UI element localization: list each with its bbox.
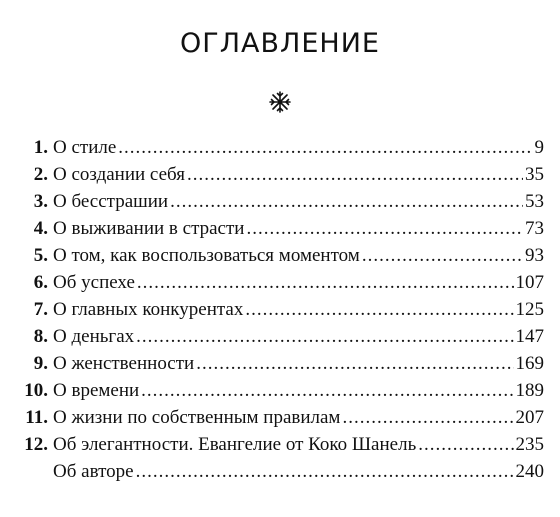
chapter-title: Об авторе bbox=[53, 461, 134, 482]
dot-leader bbox=[187, 161, 523, 188]
page-title: ОГЛАВЛЕНИЕ bbox=[180, 28, 380, 59]
toc-entry[interactable] bbox=[20, 269, 544, 296]
dot-leader bbox=[245, 296, 513, 323]
page-number: 240 bbox=[515, 461, 544, 482]
chapter-title: О жизни по собственным правилам bbox=[53, 407, 341, 428]
chapter-number: 2. bbox=[33, 164, 48, 185]
toc-entry[interactable] bbox=[20, 323, 544, 350]
page-number: 107 bbox=[515, 272, 544, 293]
chapter-number: 3. bbox=[33, 191, 48, 212]
toc-entry[interactable] bbox=[20, 161, 544, 188]
page-number: 235 bbox=[515, 434, 544, 455]
chapter-title: Об успехе bbox=[53, 272, 135, 293]
toc-entry[interactable] bbox=[20, 431, 544, 458]
page-number: 73 bbox=[525, 218, 544, 239]
chapter-title: О стиле bbox=[53, 137, 117, 158]
toc-entry[interactable] bbox=[20, 296, 544, 323]
dot-leader bbox=[362, 242, 523, 269]
chapter-number: 10. bbox=[24, 380, 48, 401]
toc-entry[interactable] bbox=[20, 242, 544, 269]
dot-leader bbox=[141, 377, 513, 404]
toc-entry[interactable] bbox=[20, 350, 544, 377]
dot-leader bbox=[418, 431, 513, 458]
toc-entry[interactable] bbox=[20, 134, 544, 161]
page-number: 169 bbox=[515, 353, 544, 374]
chapter-number: 6. bbox=[33, 272, 48, 293]
page-number: 9 bbox=[534, 137, 544, 158]
page-number: 125 bbox=[515, 299, 544, 320]
toc-entry[interactable] bbox=[20, 458, 544, 485]
toc-entry[interactable] bbox=[20, 188, 544, 215]
page-number: 207 bbox=[515, 407, 544, 428]
chapter-title: О деньгах bbox=[53, 326, 135, 347]
chapter-number: 7. bbox=[33, 299, 48, 320]
chapter-title: О выживании в страсти bbox=[53, 218, 245, 239]
chapter-number: 1. bbox=[33, 137, 48, 158]
dot-leader bbox=[136, 323, 513, 350]
chapter-number: 9. bbox=[33, 353, 48, 374]
chapter-title: О создании себя bbox=[53, 164, 185, 185]
page-number: 147 bbox=[515, 326, 544, 347]
toc-entry[interactable] bbox=[20, 377, 544, 404]
dot-leader bbox=[342, 404, 513, 431]
chapter-number: 4. bbox=[33, 218, 48, 239]
chapter-title: О бесстрашии bbox=[53, 191, 169, 212]
chapter-title: О том, как воспользоваться моментом bbox=[53, 245, 360, 266]
chapter-number: 12. bbox=[24, 434, 48, 455]
chapter-number: 11. bbox=[25, 407, 48, 428]
chapter-title: О времени bbox=[53, 380, 140, 401]
dot-leader bbox=[196, 350, 513, 377]
page-number: 189 bbox=[515, 380, 544, 401]
dot-leader bbox=[246, 215, 523, 242]
chapter-number: 5. bbox=[33, 245, 48, 266]
page-number: 53 bbox=[525, 191, 544, 212]
page-number: 93 bbox=[525, 245, 544, 266]
chapter-title: О главных конкурентах bbox=[53, 299, 244, 320]
snowflake-ornament-icon bbox=[268, 90, 292, 114]
dot-leader bbox=[118, 134, 532, 161]
chapter-number: 8. bbox=[33, 326, 48, 347]
dot-leader bbox=[170, 188, 523, 215]
toc-entry[interactable] bbox=[20, 404, 544, 431]
dot-leader bbox=[137, 269, 514, 296]
dot-leader bbox=[136, 458, 514, 485]
chapter-title: Об элегантности. Евангелие от Коко Шанель bbox=[53, 434, 417, 455]
page-number: 35 bbox=[525, 164, 544, 185]
table-of-contents bbox=[20, 134, 544, 485]
chapter-title: О женственности bbox=[53, 353, 195, 374]
toc-entry[interactable] bbox=[20, 215, 544, 242]
